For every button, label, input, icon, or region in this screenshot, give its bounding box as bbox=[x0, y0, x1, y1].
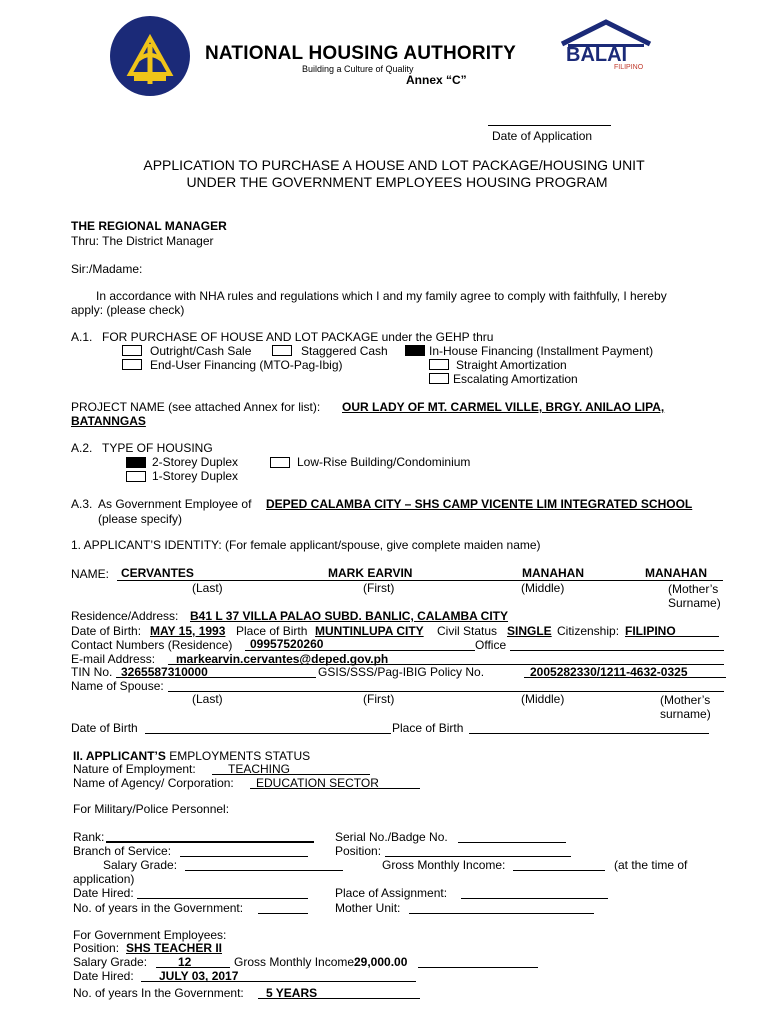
g-position-label: Position: bbox=[73, 941, 120, 955]
branch-underline[interactable] bbox=[180, 856, 308, 857]
addressee-thru: Thru: The District Manager bbox=[71, 234, 214, 248]
g-salary-grade-underline bbox=[156, 967, 230, 968]
years-label: No. of years in the Government: bbox=[73, 901, 244, 915]
g-years-label: No. of years In the Government: bbox=[73, 986, 244, 1000]
citizenship-underline bbox=[625, 636, 719, 637]
g-gross-label: Gross Monthly Income: bbox=[234, 955, 358, 969]
spouse-pob-label: Place of Birth bbox=[392, 721, 464, 735]
g-gross-underline bbox=[418, 967, 538, 968]
first-caption: (First) bbox=[363, 581, 395, 595]
nha-logo bbox=[108, 14, 192, 98]
g-years-value[interactable]: 5 YEARS bbox=[266, 986, 318, 1000]
email-label: E-mail Address: bbox=[71, 652, 156, 666]
project-name-label: PROJECT NAME (see attached Annex for list): bbox=[71, 400, 321, 414]
residence-label: Residence/Address: bbox=[71, 609, 179, 623]
civil-status-value[interactable]: SINGLE bbox=[507, 624, 552, 638]
salary-grade-underline[interactable] bbox=[185, 870, 343, 871]
tin-underline bbox=[116, 677, 316, 678]
date-of-application-line[interactable] bbox=[488, 125, 611, 126]
duplex1-checkbox[interactable] bbox=[126, 471, 146, 482]
spouse-mother-caption-2: surname) bbox=[660, 707, 711, 721]
intro-line1: In accordance with NHA rules and regulations which I and my family agree to comply with faithfully, I hereby bbox=[96, 289, 667, 303]
contact-label: Contact Numbers (Residence) bbox=[71, 638, 233, 652]
position-label: Position: bbox=[335, 844, 382, 858]
govt-heading: For Government Employees: bbox=[73, 928, 227, 942]
g-salary-grade-value[interactable]: 12 bbox=[178, 955, 192, 969]
spouse-dob-underline[interactable] bbox=[145, 733, 391, 734]
g-salary-grade-label: Salary Grade: bbox=[73, 955, 148, 969]
middle-caption: (Middle) bbox=[521, 581, 565, 595]
a3-label: A.3. bbox=[71, 497, 93, 511]
a1-label: A.1. bbox=[71, 330, 93, 344]
a2-label: A.2. bbox=[71, 441, 93, 455]
straight-checkbox[interactable] bbox=[429, 359, 449, 370]
a3-employer-value[interactable]: DEPED CALAMBA CITY – SHS CAMP VICENTE LIM INTEGRATED SCHOOL bbox=[266, 497, 693, 511]
agency-name: NATIONAL HOUSING AUTHORITY bbox=[205, 43, 516, 64]
g-date-hired-value[interactable]: JULY 03, 2017 bbox=[159, 969, 239, 983]
rank-underline[interactable] bbox=[106, 841, 314, 843]
pob-value[interactable]: MUNTINLUPA CITY bbox=[315, 624, 424, 638]
mother-surname-value[interactable]: MANAHAN bbox=[645, 566, 707, 580]
form-title-line2: UNDER THE GOVERNMENT EMPLOYEES HOUSING PROGRAM bbox=[186, 174, 608, 190]
inhouse-checkbox[interactable] bbox=[405, 345, 425, 356]
gross-income-underline[interactable] bbox=[513, 870, 605, 871]
mother-caption-2: Surname) bbox=[668, 596, 721, 610]
addressee-title: THE REGIONAL MANAGER bbox=[71, 219, 227, 233]
gsis-underline bbox=[524, 677, 726, 678]
employment-heading bbox=[73, 749, 310, 763]
staggered-label: Staggered Cash bbox=[301, 344, 388, 358]
last-name-value[interactable]: CERVANTES bbox=[121, 566, 194, 580]
duplex2-label: 2-Storey Duplex bbox=[152, 455, 239, 469]
balai-logo-subtext: FILIPINO bbox=[614, 64, 644, 71]
a3-note: (please specify) bbox=[98, 512, 183, 526]
application-word: application) bbox=[73, 872, 135, 886]
date-hired-underline[interactable] bbox=[137, 898, 308, 899]
years-underline[interactable] bbox=[258, 913, 308, 914]
pob-label: Place of Birth bbox=[236, 624, 308, 638]
citizenship-value[interactable]: FILIPINO bbox=[625, 624, 676, 638]
agency-label: Name of Agency/ Corporation: bbox=[73, 776, 234, 790]
date-hired-label: Date Hired: bbox=[73, 886, 134, 900]
lowrise-checkbox[interactable] bbox=[270, 457, 290, 468]
nature-underline bbox=[212, 774, 370, 775]
spouse-mother-caption-1: (Mother’s bbox=[660, 693, 711, 707]
mother-unit-underline[interactable] bbox=[409, 913, 594, 914]
escalating-checkbox[interactable] bbox=[429, 373, 449, 384]
last-caption: (Last) bbox=[192, 581, 223, 595]
gross-income-label: Gross Monthly Income: bbox=[382, 858, 506, 872]
spouse-dob-label: Date of Birth bbox=[71, 721, 138, 735]
balai-logo bbox=[556, 18, 656, 78]
mother-unit-label: Mother Unit: bbox=[335, 901, 401, 915]
spouse-middle-caption: (Middle) bbox=[521, 692, 565, 706]
g-position-value[interactable]: SHS TEACHER II bbox=[126, 941, 223, 955]
g-date-hired-underline bbox=[141, 981, 416, 982]
dob-label: Date of Birth: bbox=[71, 624, 142, 638]
duplex2-checkbox[interactable] bbox=[126, 457, 146, 468]
spouse-first-caption: (First) bbox=[363, 692, 395, 706]
residence-value[interactable]: B41 L 37 VILLA PALAO SUBD. BANLIC, CALAMBA CITY bbox=[190, 609, 509, 623]
middle-name-value[interactable]: MANAHAN bbox=[522, 566, 584, 580]
project-name-value[interactable]: OUR LADY OF MT. CARMEL VILLE, BRGY. ANILAO LIPA, bbox=[342, 400, 665, 414]
salutation: Sir:/Madame: bbox=[71, 262, 143, 276]
contact-value[interactable]: 09957520260 bbox=[250, 637, 324, 651]
g-date-hired-label: Date Hired: bbox=[73, 969, 134, 983]
lowrise-label: Low-Rise Building/Condominium bbox=[297, 455, 471, 469]
a3-text: As Government Employee of bbox=[98, 497, 252, 511]
form-title-line1: APPLICATION TO PURCHASE A HOUSE AND LOT PACKAGE/HOUSING UNIT bbox=[143, 157, 645, 173]
enduser-label: End-User Financing (MTO-Pag-Ibig) bbox=[150, 358, 343, 372]
civil-status-label: Civil Status bbox=[437, 624, 498, 638]
staggered-checkbox[interactable] bbox=[272, 345, 292, 356]
nature-label: Nature of Employment: bbox=[73, 762, 196, 776]
g-years-underline bbox=[258, 998, 420, 999]
office-label: Office bbox=[475, 638, 507, 652]
outright-checkbox[interactable] bbox=[122, 345, 142, 356]
outright-label: Outright/Cash Sale bbox=[150, 344, 252, 358]
annex-label: Annex “C” bbox=[406, 73, 467, 87]
duplex1-label: 1-Storey Duplex bbox=[152, 469, 239, 483]
escalating-label: Escalating Amortization bbox=[453, 372, 578, 386]
mother-caption-1: (Mother’s bbox=[668, 582, 719, 596]
dob-value[interactable]: MAY 15, 1993 bbox=[150, 624, 226, 638]
straight-label: Straight Amortization bbox=[456, 358, 567, 372]
first-name-value[interactable]: MARK EARVIN bbox=[328, 566, 413, 580]
spouse-label: Name of Spouse: bbox=[71, 679, 164, 693]
position-underline[interactable] bbox=[385, 856, 571, 857]
a2-heading: TYPE OF HOUSING bbox=[102, 441, 213, 455]
citizenship-label: Citizenship: bbox=[557, 624, 620, 638]
tin-label: TIN No. bbox=[71, 665, 113, 679]
rank-label: Rank: bbox=[73, 830, 105, 844]
balai-logo-text: BALAI bbox=[566, 44, 628, 66]
employment-heading-rest: EMPLOYMENTS STATUS bbox=[165, 749, 311, 763]
serial-label: Serial No./Badge No. bbox=[335, 830, 448, 844]
enduser-checkbox[interactable] bbox=[122, 359, 142, 370]
employment-heading-bold: II. APPLICANT’S bbox=[73, 749, 166, 763]
identity-heading: 1. APPLICANT’S IDENTITY: (For female applicant/spouse, give complete maiden name) bbox=[71, 538, 541, 552]
office-underline[interactable] bbox=[510, 650, 724, 651]
tin-value[interactable]: 3265587310000 bbox=[121, 665, 208, 679]
place-assignment-label: Place of Assignment: bbox=[335, 886, 448, 900]
branch-label: Branch of Service: bbox=[73, 844, 172, 858]
date-of-application-label: Date of Application bbox=[492, 129, 593, 143]
a1-heading: FOR PURCHASE OF HOUSE AND LOT PACKAGE under the GEHP thru bbox=[102, 330, 494, 344]
military-heading: For Military/Police Personnel: bbox=[73, 802, 230, 816]
salary-grade-label: Salary Grade: bbox=[103, 858, 178, 872]
serial-underline[interactable] bbox=[458, 842, 566, 843]
place-assignment-underline[interactable] bbox=[461, 898, 608, 899]
agency-tagline: Building a Culture of Quality bbox=[302, 64, 414, 74]
spouse-last-caption: (Last) bbox=[192, 692, 223, 706]
g-gross-value[interactable]: 29,000.00 bbox=[354, 955, 408, 969]
gsis-value[interactable]: 2005282330/1211-4632-0325 bbox=[530, 665, 688, 679]
email-value[interactable]: markearvin.cervantes@deped.gov.ph bbox=[176, 652, 389, 666]
agency-value[interactable]: EDUCATION SECTOR bbox=[256, 776, 379, 790]
contact-underline bbox=[245, 650, 475, 651]
nature-value[interactable]: TEACHING bbox=[228, 762, 291, 776]
project-name-value-cont[interactable]: BATANNGAS bbox=[71, 414, 146, 428]
name-label: NAME: bbox=[71, 567, 110, 581]
spouse-pob-underline[interactable] bbox=[469, 733, 709, 734]
inhouse-label: In-House Financing (Installment Payment) bbox=[429, 344, 654, 358]
intro-line2: apply: (please check) bbox=[71, 303, 185, 317]
at-time-label: (at the time of bbox=[614, 858, 688, 872]
spouse-underline[interactable] bbox=[168, 691, 724, 692]
gsis-label: GSIS/SSS/Pag-IBIG Policy No. bbox=[318, 665, 485, 679]
agency-underline bbox=[250, 788, 420, 789]
